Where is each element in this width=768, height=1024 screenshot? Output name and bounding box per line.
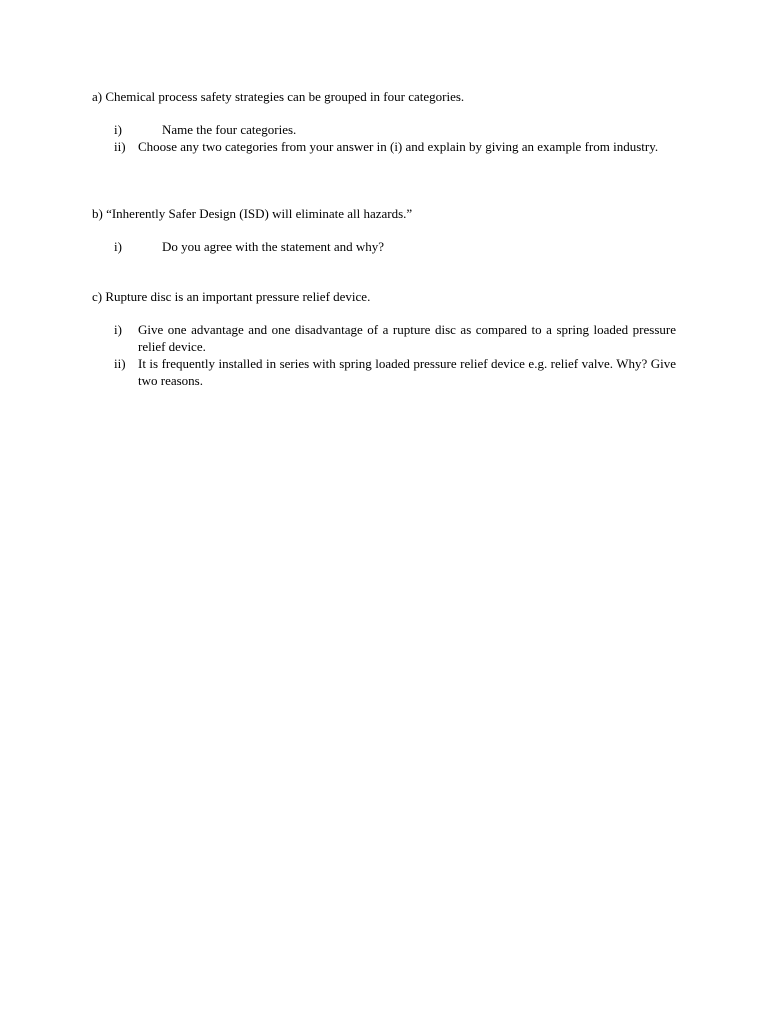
part-number: i) <box>114 239 122 254</box>
question-b-stem: b) “Inherently Safer Design (ISD) will eliminate all hazards.” <box>92 206 413 221</box>
part-text: Choose any two categories from your answer in (i) and explain by giving an example from industry. <box>138 139 659 154</box>
part-text: Do you agree with the statement and why? <box>162 239 385 254</box>
question-c-part-ii <box>92 355 676 389</box>
question-c <box>92 288 676 389</box>
question-c-part-i <box>92 321 676 355</box>
part-text: Name the four categories. <box>162 122 297 137</box>
question-a-subparts <box>92 121 676 155</box>
part-text: Give one advantage and one disadvantage of a rupture disc as compared to a spring loaded pressure relief device. <box>138 322 676 354</box>
question-b-part-i <box>92 238 676 255</box>
part-number: ii) <box>114 139 126 154</box>
part-text: It is frequently installed in series with spring loaded pressure relief device e.g. relief valve. Why? Give two reasons. <box>138 356 676 388</box>
question-b <box>92 205 676 255</box>
question-a <box>92 88 676 155</box>
question-c-subparts <box>92 321 676 389</box>
question-b-subparts <box>92 238 676 255</box>
part-number: i) <box>114 122 122 137</box>
question-c-stem: c) Rupture disc is an important pressure relief device. <box>92 289 371 304</box>
part-number: i) <box>114 322 122 337</box>
question-a-stem: a) Chemical process safety strategies can be grouped in four categories. <box>92 89 465 104</box>
question-a-part-ii <box>92 138 676 155</box>
part-number: ii) <box>114 356 126 371</box>
question-a-part-i <box>92 121 676 138</box>
